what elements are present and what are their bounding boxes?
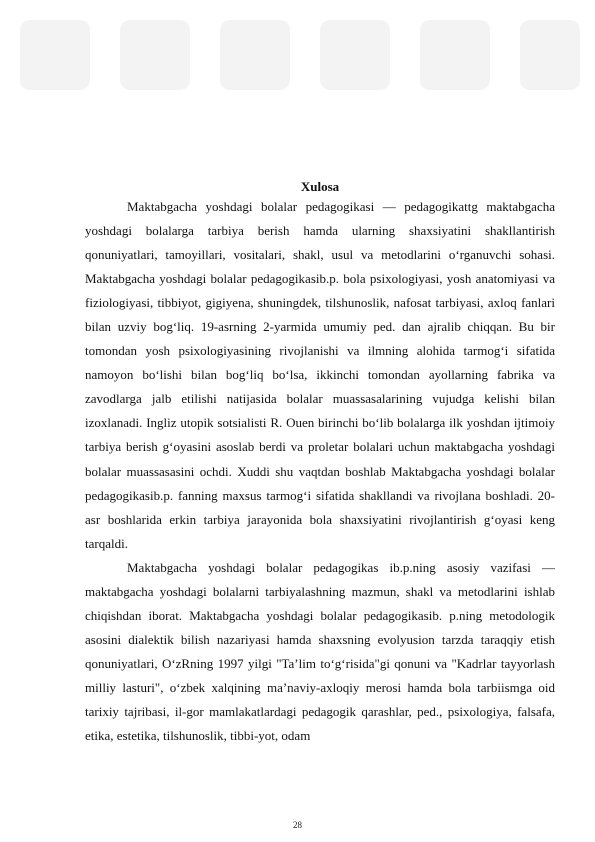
paragraph-2: Maktabgacha yoshdagi bolalar pedagogikas ib.p.ning asosiy vazifasi — maktabgacha yoshdagi bolalarni tarbiyalashning mazmun, shakl va metodlarini ishlab chiqishdan iborat. Maktabgacha yoshdagi bolalar pedagogikasib. p.ning metodologik asosini dialektik bilish nazariyasi hamda shaxsning evolyusion tarzda taraqqiy etish qonuniyatlari, OʻzRning 1997 yilgi "Taʼlim toʻgʻrisida"gi qonuni va "Kadrlar tayyorlash milliy lasturi", oʻzbek xalqining maʼnaviy-axloqiy merosi hamda bola tarbiismga oid tarixiy tajribasi, il-gor mamlakatlardagi pedagogik qarashlar, ped., psixologiya, falsafa, etika, estetika, tilshunoslik, tibbi-yot, odam: [85, 559, 555, 744]
document-page: [85, 178, 555, 748]
document-title: Xulosa: [300, 179, 340, 194]
watermark-logo-pattern: [0, 0, 595, 120]
page-number: 28: [293, 820, 302, 830]
paragraph-1: Maktabgacha yoshdagi bolalar pedagogikasi — pedagogikattg maktabgacha yoshdagi bolalarga tarbiya berish hamda ularning shaxsiyatini shakllantirish qonuniyatlari, tamoyillari, vositalari, shakl, usul va metodlarini oʻrganuvchi sohasi. Maktabgacha yoshdagi bolalar pedagogikasib.p. bola psixologiyasi, yosh anatomiyasi va fiziologiyasi, tibbiyot, gigiyena, shuningdek, tilshunoslik, nafosat tarbiyasi, axloq fanlari bilan uzviy bogʻliq. 19-asrning 2-yarmida umumiy ped. dan ajralib chiqqan. Bu bir tomondan yosh psixologiyasining rivojlanishi va ilmning alohida tarmogʻi sifatida namoyon boʻlishi bilan bogʻliq boʻlsa, ikkinchi tomondan ayollarning fabrika va zavodlarga jalb etilishi natijasida bolalar muassasalarining vujudga kelishi bilan izoxlanadi. Ingliz utopik sotsialisti R. Ouen birinchi boʻlib bolalarga ilk yoshdan ijtimoiy tarbiya berish gʻoyasini asoslab berdi va proletar bolalari uchun maktabgacha yoshdagi bolalar muassasasini ochdi. Xuddi shu vaqtdan boshlab Maktabgacha yoshdagi bolalar pedagogikasib.p. fanning maxsus tarmogʻi sifatida shakllandi va rivojlana boshladi. 20-asr boshlarida erkin tarbiya jarayonida bola shaxsiyatini rivojlantirish gʻoyasi keng tarqaldi.: [85, 199, 555, 551]
